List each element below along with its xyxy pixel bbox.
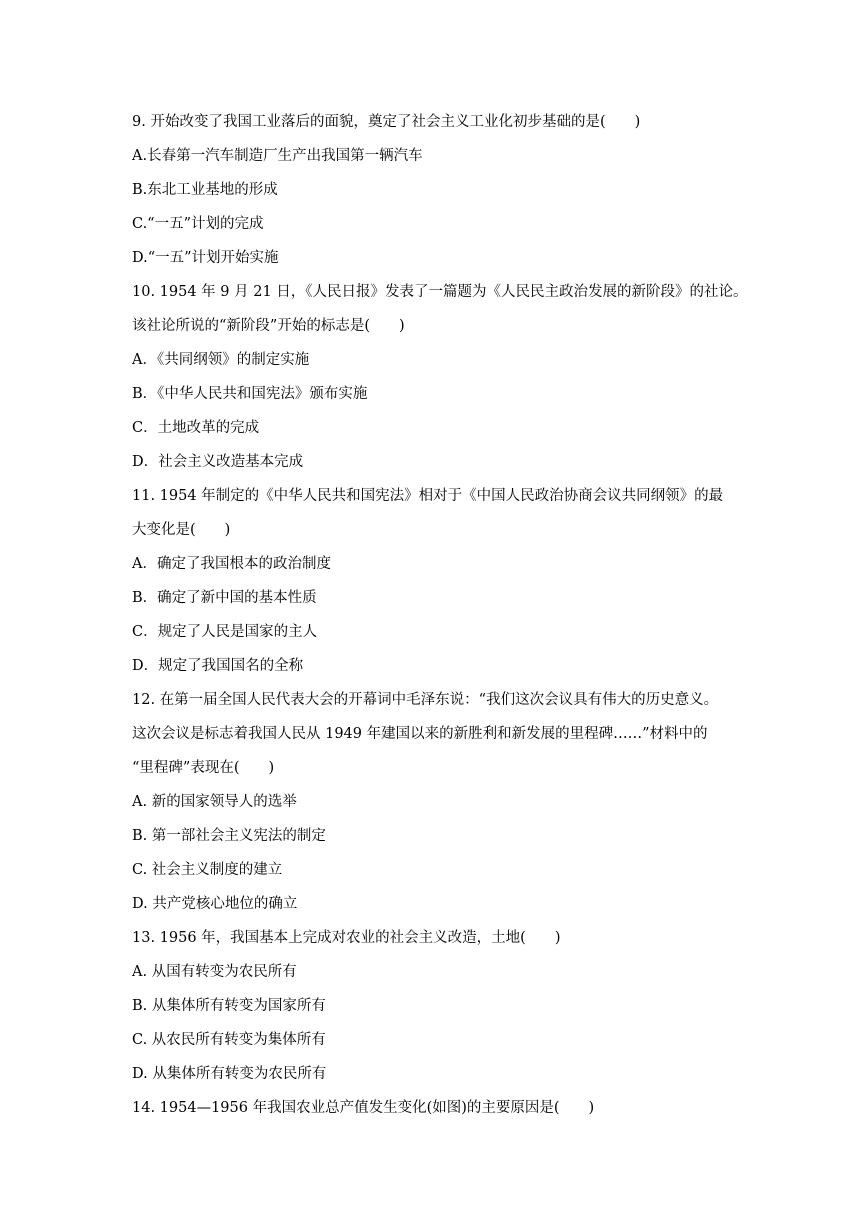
question-11-stem-line-2: 大变化是( ) bbox=[132, 522, 231, 538]
question-11-option-b: B．确定了新中国的基本性质 bbox=[132, 590, 317, 606]
question-9-option-c: C.“一五”计划的完成 bbox=[132, 216, 264, 232]
question-10-option-b: B．《中华人民共和国宪法》颁布实施 bbox=[132, 386, 368, 402]
question-11-option-a: A．确定了我国根本的政治制度 bbox=[132, 556, 331, 572]
question-9-option-a: A.长春第一汽车制造厂生产出我国第一辆汽车 bbox=[132, 148, 423, 164]
question-12-option-c: C. 社会主义制度的建立 bbox=[132, 862, 283, 878]
question-12-option-a: A. 新的国家领导人的选举 bbox=[132, 794, 297, 810]
question-9-option-d: D.“一五”计划开始实施 bbox=[132, 250, 279, 266]
question-9-stem: 9. 开始改变了我国工业落后的面貌，奠定了社会主义工业化初步基础的是( ) bbox=[132, 114, 641, 130]
question-13-option-b: B. 从集体所有转变为国家所有 bbox=[132, 998, 326, 1014]
question-12-option-b: B. 第一部社会主义宪法的制定 bbox=[132, 828, 326, 844]
question-10-option-d: D．社会主义改造基本完成 bbox=[132, 454, 304, 470]
question-13-option-c: C. 从农民所有转变为集体所有 bbox=[132, 1032, 326, 1048]
question-11-stem-line-1: 11. 1954 年制定的《中华人民共和国宪法》相对于《中国人民政治协商会议共同纲领》的最 bbox=[132, 488, 724, 504]
question-14-stem: 14. 1954—1956 年我国农业总产值发生变化(如图)的主要原因是( ) bbox=[132, 1100, 595, 1116]
question-12-stem-line-1: 12. 在第一届全国人民代表大会的开幕词中毛泽东说：“我们这次会议具有伟大的历史意义。 bbox=[132, 692, 719, 708]
question-13-option-d: D. 从集体所有转变为农民所有 bbox=[132, 1066, 327, 1082]
question-11-option-c: C．规定了人民是国家的主人 bbox=[132, 624, 318, 640]
question-12-option-d: D. 共产党核心地位的确立 bbox=[132, 896, 298, 912]
question-9-option-b: B.东北工业基地的形成 bbox=[132, 182, 278, 198]
question-10-option-c: C．土地改革的完成 bbox=[132, 420, 260, 436]
question-10-option-a: A．《共同纲领》的制定实施 bbox=[132, 352, 310, 368]
question-11-option-d: D．规定了我国国名的全称 bbox=[132, 658, 304, 674]
question-12-stem-line-3: “里程碑”表现在( ) bbox=[132, 760, 275, 776]
question-13-option-a: A. 从国有转变为农民所有 bbox=[132, 964, 297, 980]
question-10-stem-line-1: 10. 1954 年 9 月 21 日，《人民日报》发表了一篇题为《人民民主政治发展的新阶段》的社论。 bbox=[132, 284, 748, 300]
question-13-stem: 13. 1956 年，我国基本上完成对农业的社会主义改造，土地( ) bbox=[132, 930, 561, 946]
question-12-stem-line-2: 这次会议是标志着我国人民从 1949 年建国以来的新胜利和新发展的里程碑……”材料中的 bbox=[132, 726, 708, 742]
question-10-stem-line-2: 该社论所说的“新阶段”开始的标志是( ) bbox=[132, 318, 405, 334]
